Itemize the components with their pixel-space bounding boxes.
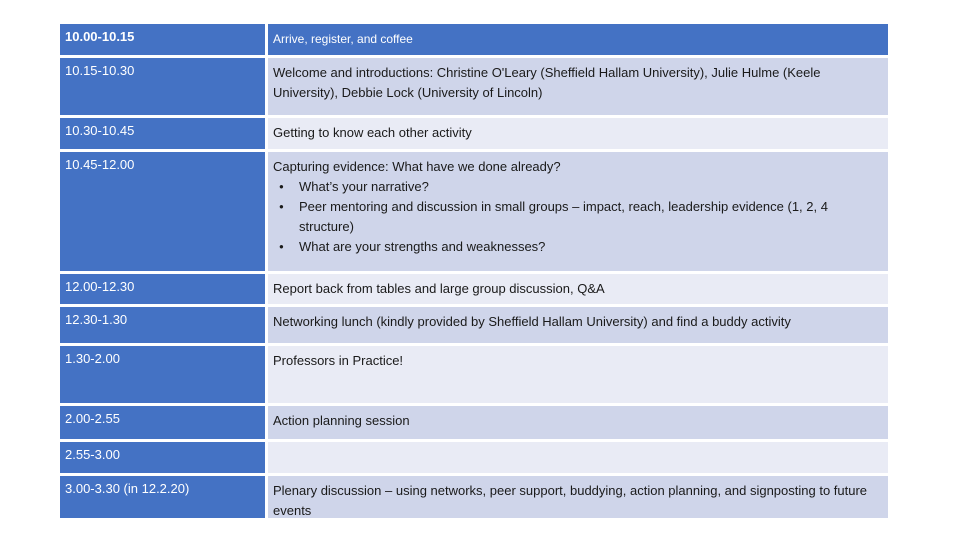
bullet-list — [273, 177, 883, 257]
description-cell: Welcome and introductions: Christine O'Leary (Sheffield Hallam University), Julie Hulme (Keele University), Debbie Lock (University of Lincoln) — [268, 58, 888, 115]
time-cell: 3.00-3.30 (in 12.2.20) — [60, 476, 265, 518]
description-cell: Professors in Practice! — [268, 346, 888, 403]
description-cell: Report back from tables and large group discussion, Q&A — [268, 274, 888, 304]
time-cell: 2.00-2.55 — [60, 406, 265, 439]
agenda-row — [60, 307, 888, 343]
time-cell: 12.30-1.30 — [60, 307, 265, 343]
description-cell: Arrive, register, and coffee — [268, 24, 888, 55]
agenda-row — [60, 346, 888, 403]
agenda-row — [60, 58, 888, 115]
agenda-row — [60, 442, 888, 473]
agenda-table — [60, 24, 888, 518]
agenda-row — [60, 406, 888, 439]
time-cell: 10.15-10.30 — [60, 58, 265, 115]
time-cell: 1.30-2.00 — [60, 346, 265, 403]
description-cell: Action planning session — [268, 406, 888, 439]
bullet-item: ● What are your strengths and weaknesses? — [299, 237, 883, 257]
description-cell — [268, 442, 888, 473]
description-cell: Plenary discussion – using networks, peer support, buddying, action planning, and signposting to future events — [268, 476, 888, 518]
time-cell: 12.00-12.30 — [60, 274, 265, 304]
time-cell: 10.45-12.00 — [60, 152, 265, 271]
agenda-row — [60, 152, 888, 271]
description-cell: Networking lunch (kindly provided by Sheffield Hallam University) and find a buddy activity — [268, 307, 888, 343]
bullet-item: ● What’s your narrative? — [299, 177, 883, 197]
description-cell: Getting to know each other activity — [268, 118, 888, 149]
bullet-item: ● Peer mentoring and discussion in small groups – impact, reach, leadership evidence (1, 2, 4 structure) — [299, 197, 883, 237]
agenda-row — [60, 24, 888, 55]
description-heading: Capturing evidence: What have we done already? — [273, 159, 561, 174]
description-cell — [268, 152, 888, 271]
agenda-row — [60, 274, 888, 304]
time-cell: 10.00-10.15 — [60, 24, 265, 55]
agenda-row — [60, 476, 888, 518]
time-cell: 10.30-10.45 — [60, 118, 265, 149]
agenda-row — [60, 118, 888, 149]
time-cell: 2.55-3.00 — [60, 442, 265, 473]
